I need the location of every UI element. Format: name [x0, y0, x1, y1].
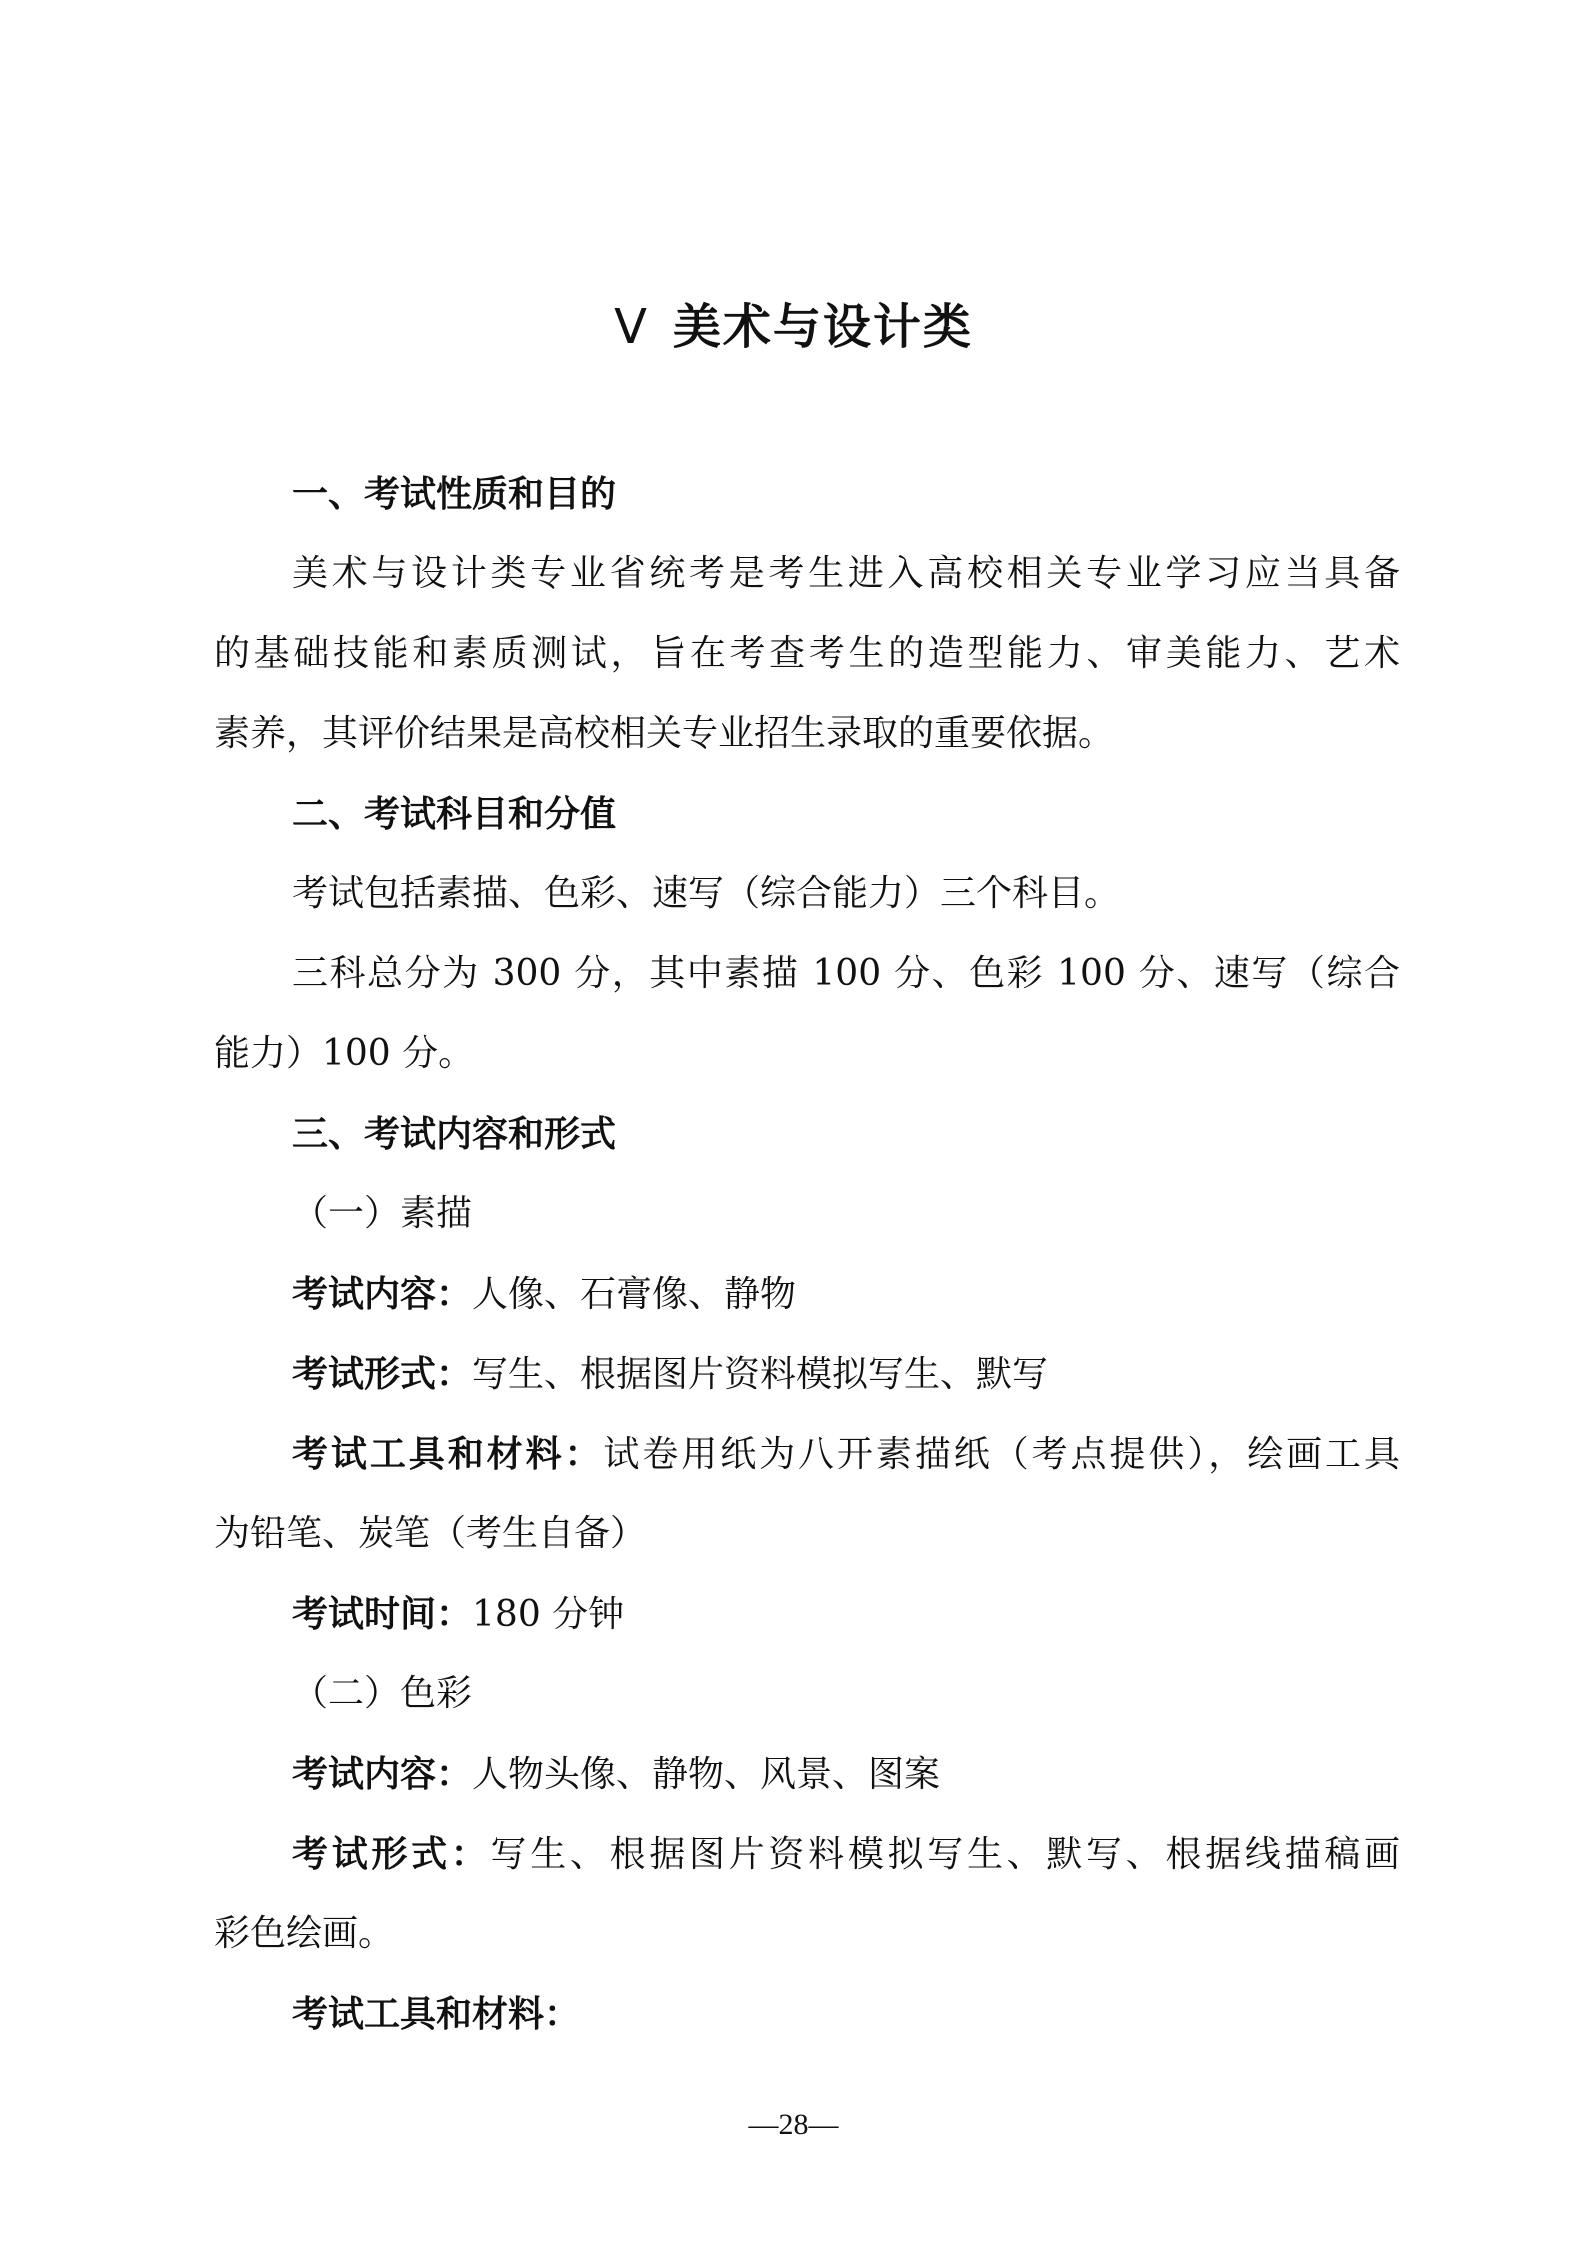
- color-content-row: [292, 1752, 940, 1797]
- section-1-para-line-1: [292, 552, 1400, 596]
- section-2-paragraph-2-line-1-text: 三科总分为 300 分，其中素描 100 分、色彩 100 分、速写（综合: [292, 953, 1400, 994]
- subsection-sketch-title: （一）素描: [292, 1193, 473, 1234]
- section-1-para-line-2: [214, 632, 1400, 676]
- section-3-heading: 三、考试内容和形式: [292, 1113, 617, 1155]
- sketch-content-label: 考试内容：: [292, 1273, 473, 1315]
- section-2-heading: 二、考试科目和分值: [292, 793, 617, 835]
- sketch-tools-row: [292, 1432, 1400, 1477]
- section-1-para-line-1-text: 美术与设计类专业省统考是考生进入高校相关专业学习应当具备: [292, 553, 1400, 594]
- color-form-label: 考试形式：: [292, 1833, 491, 1875]
- section-2-paragraph-2-line-2: 能力）100 分。: [214, 1033, 475, 1074]
- section-2-paragraph-2-line-1: [292, 952, 1400, 996]
- color-form-line-1: [292, 1832, 1400, 1877]
- color-tools-row: [292, 1992, 580, 2037]
- title-text: 美术与设计类: [672, 299, 973, 355]
- sketch-time-label: 考试时间：: [292, 1593, 473, 1635]
- sketch-content-row: [292, 1272, 796, 1317]
- section-1-heading: 一、考试性质和目的: [292, 473, 617, 515]
- section-2-paragraph-1: 考试包括素描、色彩、速写（综合能力）三个科目。: [292, 873, 1121, 914]
- color-form-value-line-2: 彩色绘画。: [214, 1913, 395, 1954]
- sketch-tools-value-line-2: 为铅笔、炭笔（考生自备）: [214, 1513, 647, 1554]
- section-1-para-line-3: 素养，其评价结果是高校相关专业招生录取的重要依据。: [214, 713, 1115, 754]
- sketch-tools-value-line-1: 试卷用纸为八开素描纸（考点提供），绘画工具: [603, 1434, 1400, 1475]
- color-tools-label: 考试工具和材料：: [292, 1993, 581, 2035]
- sketch-tools-line-1: [292, 1432, 1400, 1477]
- sketch-form-label: 考试形式：: [292, 1353, 473, 1395]
- sketch-tools-label: 考试工具和材料：: [292, 1433, 604, 1475]
- page-title: [0, 288, 1587, 357]
- color-content-label: 考试内容：: [292, 1753, 473, 1795]
- sketch-form-row: [292, 1352, 1048, 1397]
- sketch-time-row: [292, 1592, 624, 1637]
- color-form-value-line-1: 写生、根据图片资料模拟写生、默写、根据线描稿画: [490, 1834, 1400, 1875]
- subsection-color-title: （二）色彩: [292, 1673, 473, 1714]
- sketch-content-value: 人像、石膏像、静物: [472, 1274, 797, 1315]
- page-number: —28—: [748, 2108, 839, 2141]
- color-form-row: [292, 1832, 1400, 1877]
- sketch-form-value: 写生、根据图片资料模拟写生、默写: [472, 1354, 1049, 1395]
- section-1-para-line-2-text: 的基础技能和素质测试，旨在考查考生的造型能力、审美能力、艺术: [214, 633, 1400, 674]
- title-roman-numeral: Ⅴ: [614, 301, 649, 354]
- sketch-time-value: 180 分钟: [472, 1594, 625, 1635]
- color-content-value: 人物头像、静物、风景、图案: [472, 1754, 941, 1795]
